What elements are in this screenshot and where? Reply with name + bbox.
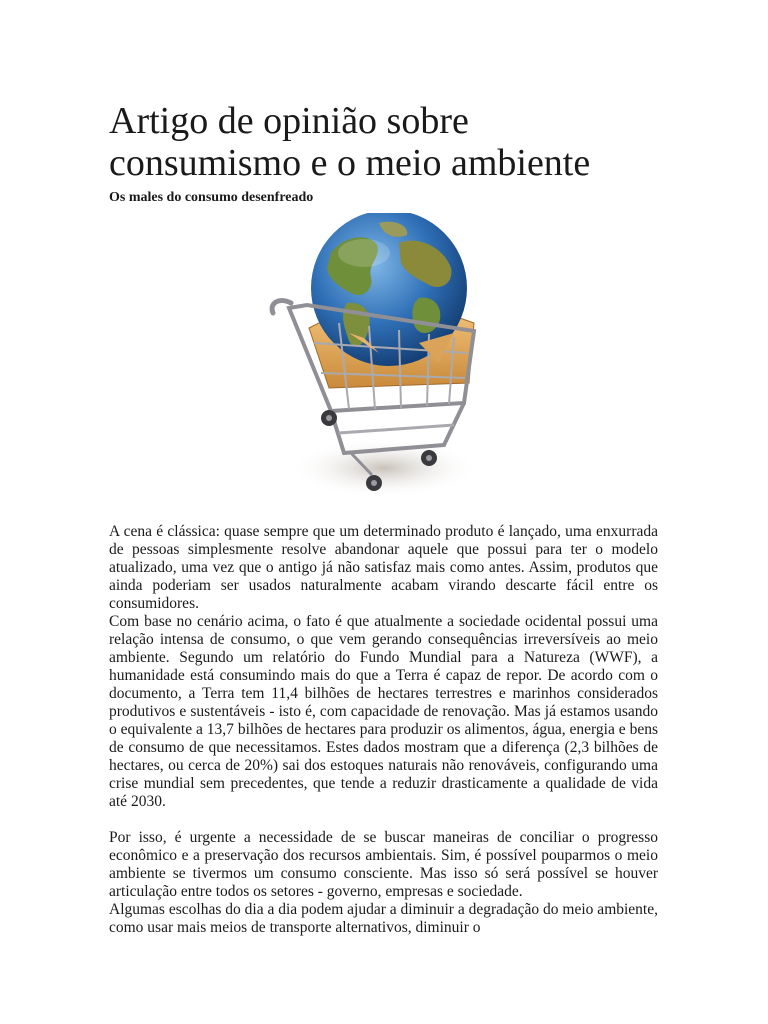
paragraph-3: Por isso, é urgente a necessidade de se buscar maneiras de conciliar o progresso econômico e a preservação dos recursos ambientais. Sim, é possível pouparmos o meio ambiente se tivermos um consumo consciente. Mas isso só será possível se houver articulação entre todos os setores - governo, empresas e sociedade. xyxy=(109,829,658,900)
globe-in-shopping-cart-icon xyxy=(269,213,499,503)
paragraph-1: A cena é clássica: quase sempre que um determinado produto é lançado, uma enxurrada de pessoas simplesmente resolve abandonar aquele que possui para ter o modelo atualizado, uma vez que o antigo já não satisfaz mais como antes. Assim, produtos que ainda poderiam ser usados naturalmente acabam virando descarte fácil entre os consumidores. xyxy=(109,523,658,612)
title-line-1: Artigo de opinião sobre xyxy=(109,100,469,142)
article-title xyxy=(109,100,658,184)
article-figure xyxy=(109,213,658,503)
article-body xyxy=(109,523,658,937)
article-subtitle: Os males do consumo desenfreado xyxy=(109,190,314,205)
document-page xyxy=(109,100,658,937)
title-line-2: consumismo e o meio ambiente xyxy=(109,142,591,184)
paragraph-4: Algumas escolhas do dia a dia podem ajudar a diminuir a degradação do meio ambiente, como usar mais meios de transporte alternativos, diminuir o xyxy=(109,901,658,936)
paragraph-2: Com base no cenário acima, o fato é que atualmente a sociedade ocidental possui uma relação intensa de consumo, o que vem gerando consequências irreversíveis ao meio ambiente. Segundo um relatório do Fundo Mundial para a Natureza (WWF), a humanidade está consumindo mais do que a Terra é capaz de repor. De acordo com o documento, a Terra tem 11,4 bilhões de hectares terrestres e marinhos considerados produtivos e sustentáveis - isto é, com capacidade de renovação. Mas já estamos usando o equivalente a 13,7 bilhões de hectares para produzir os alimentos, água, energia e bens de consumo de que necessitamos. Estes dados mostram que a diferença (2,3 bilhões de hectares, ou cerca de 20%) sai dos estoques naturais não renováveis, configurando uma crise mundial sem precedentes, que tende a reduzir drasticamente a qualidade de vida até 2030. xyxy=(109,613,658,810)
